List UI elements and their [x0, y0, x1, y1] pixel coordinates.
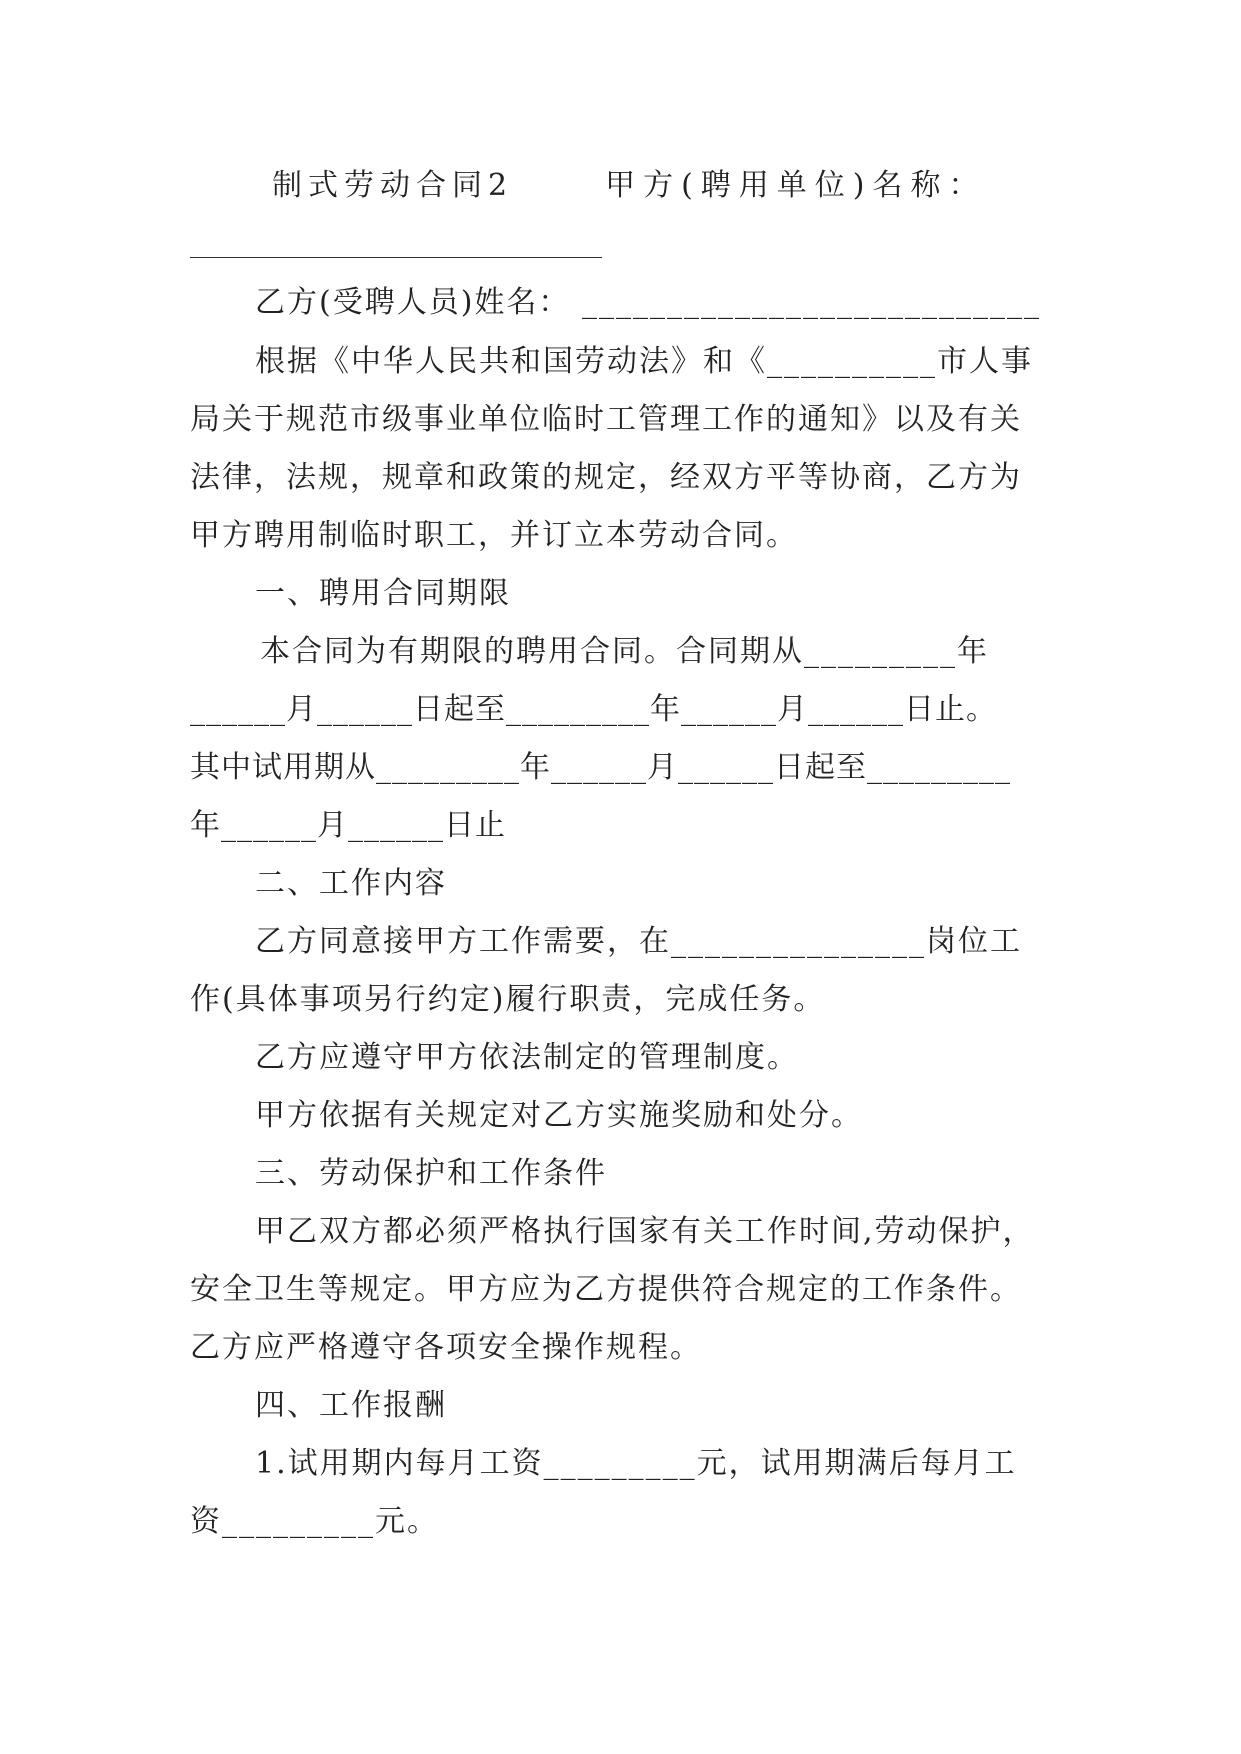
party-b-name-blank: ___________________________: [581, 285, 1041, 320]
paragraph-line: 安全卫生等规定。甲方应为乙方提供符合规定的工作条件。: [190, 1272, 1022, 1307]
section-heading: 一、聘用合同期限: [255, 576, 511, 611]
paragraph-line: 1.试用期内每月工资_________元，试用期满后每月工: [255, 1446, 1017, 1481]
paragraph-line: 乙方应遵守甲方依法制定的管理制度。: [255, 1040, 799, 1075]
paragraph-text: 根据《中华人民共和国劳动法》和《: [255, 344, 767, 379]
paragraph-line: 作(具体事项另行约定)履行职责，完成任务。: [190, 982, 826, 1017]
section-heading: 二、工作内容: [255, 866, 447, 901]
party-a-name-blank: [190, 257, 602, 258]
paragraph-line: 甲乙双方都必须严格执行国家有关工作时间,劳动保护，: [255, 1214, 1035, 1249]
paragraph-line: 其中试用期从_________年______月______日起至_________: [190, 750, 1011, 785]
party-b-line: [255, 283, 1115, 323]
paragraph-line: 甲方聘用制临时职工，并订立本劳动合同。: [190, 518, 798, 553]
paragraph-line: 本合同为有期限的聘用合同。合同期从_________年: [260, 634, 989, 669]
party-b-label: 乙方(受聘人员)姓名：: [255, 285, 571, 320]
paragraph-line: 乙方同意接甲方工作需要，在_______________岗位工: [255, 924, 1022, 959]
city-blank: __________: [767, 344, 937, 379]
paragraph-line: 乙方应严格遵守各项安全操作规程。: [190, 1330, 702, 1365]
paragraph-line: 法律，法规，规章和政策的规定，经双方平等协商，乙方为: [190, 460, 1022, 495]
paragraph-line: [255, 342, 1115, 382]
document-title: 制式劳动合同2: [272, 168, 514, 203]
paragraph-text: 市人事: [937, 344, 1033, 379]
paragraph-line: 甲方依据有关规定对乙方实施奖励和处分。: [255, 1098, 863, 1133]
paragraph-line: 年______月______日止: [190, 808, 506, 843]
title-line: [272, 166, 1132, 206]
section-heading: 三、劳动保护和工作条件: [255, 1156, 607, 1191]
paragraph-line: ______月______日起至_________年______月______日止。: [190, 692, 997, 727]
party-a-label: 甲方(聘用单位)名称：: [605, 168, 987, 203]
paragraph-line: 资_________元。: [190, 1504, 439, 1539]
paragraph-line: 局关于规范市级事业单位临时工管理工作的通知》以及有关: [190, 402, 1022, 437]
section-heading: 四、工作报酬: [255, 1388, 447, 1423]
